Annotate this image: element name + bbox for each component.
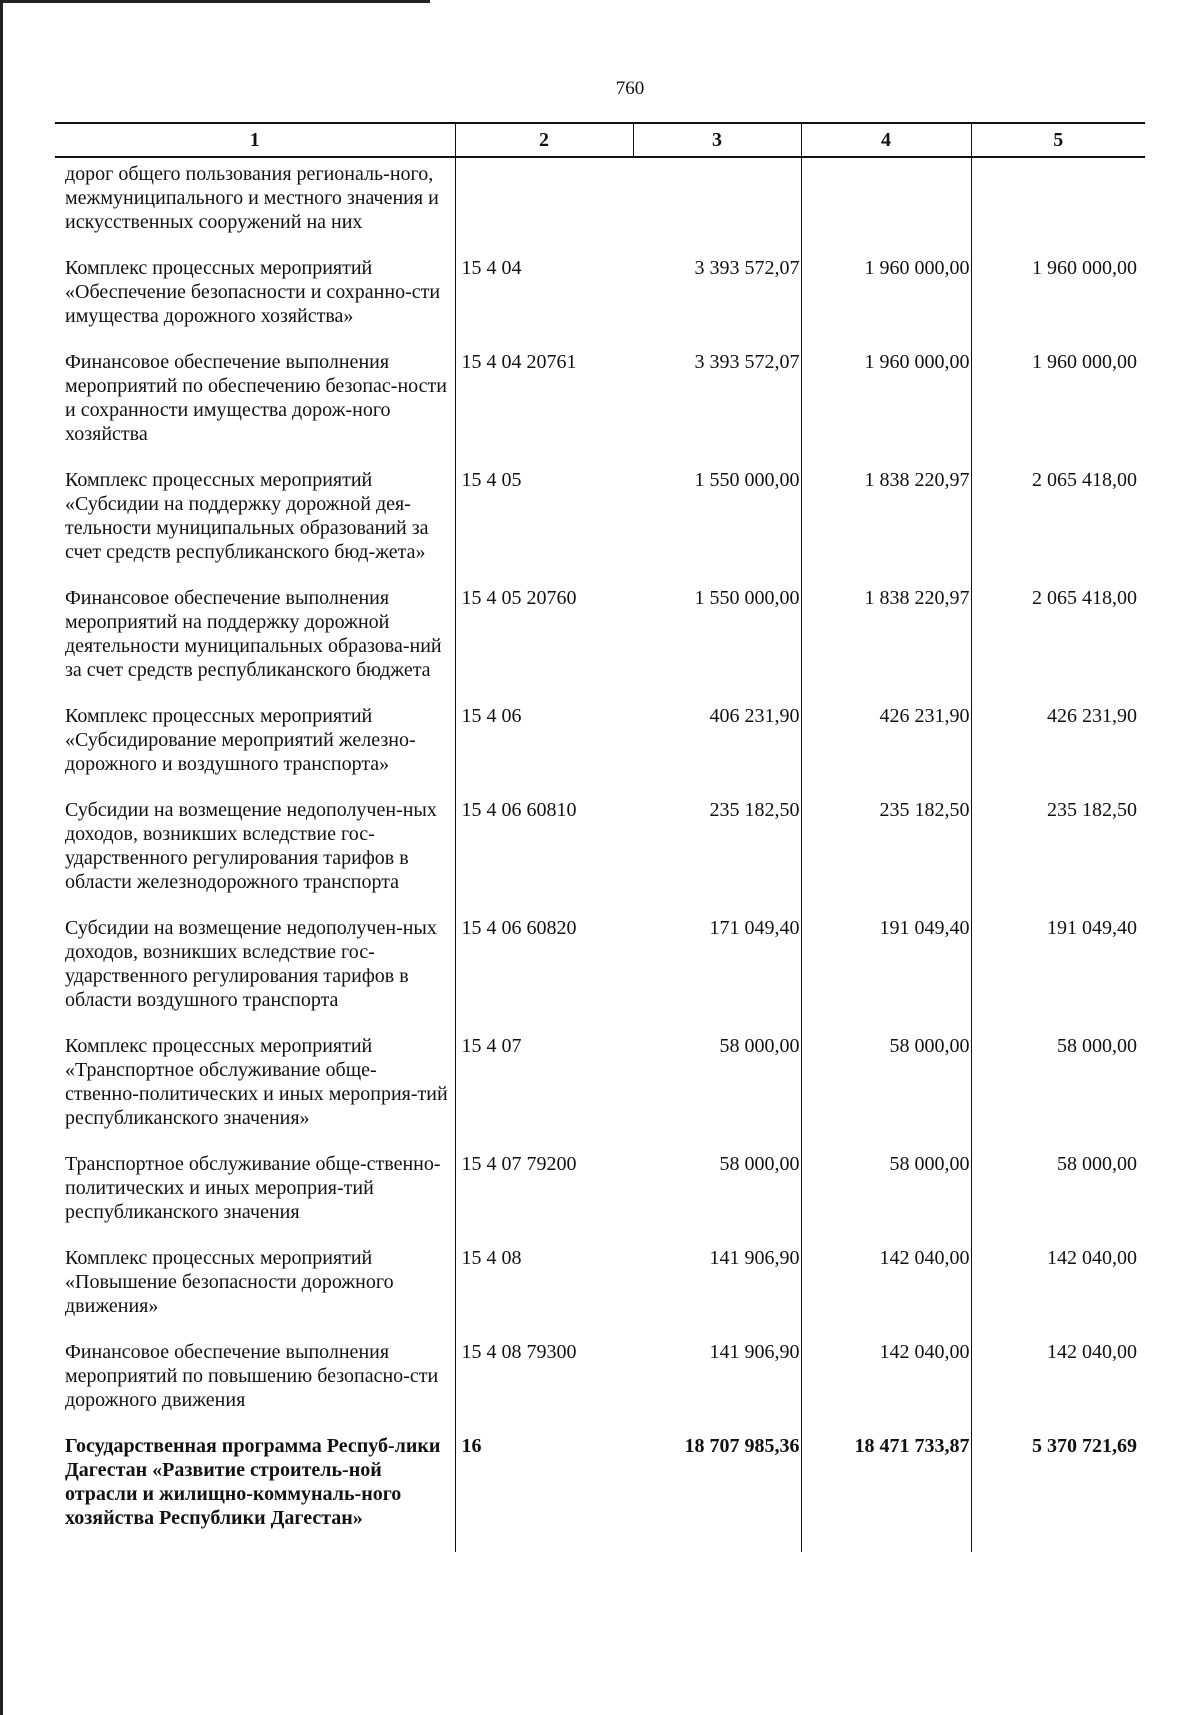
row-value-col4: 58 000,00 (801, 1034, 971, 1152)
row-value-col5: 142 040,00 (1047, 1247, 1137, 1269)
row-value-col5 (971, 157, 1145, 256)
header-col-5: 5 (971, 123, 1145, 157)
row-name: Комплекс процессных мероприятий «Обеспечение безопасности и сохранно-сти имущества дорожного хозяйства» (65, 257, 441, 327)
row-value-col4: 1 838 220,97 (801, 586, 971, 704)
row-value-col3: 141 906,90 (633, 1340, 801, 1434)
row-name: Комплекс процессных мероприятий «Повышение безопасности дорожного движения» (65, 1247, 394, 1317)
row-value-col5: 191 049,40 (1047, 917, 1137, 939)
row-code: 16 (455, 1434, 633, 1552)
table-row (55, 157, 1145, 256)
row-code: 15 4 05 (455, 468, 633, 586)
row-value-col3: 141 906,90 (633, 1246, 801, 1340)
row-code: 15 4 07 79200 (455, 1152, 633, 1246)
table-header (55, 123, 1145, 157)
table-row (55, 1340, 1145, 1434)
row-value-col3: 58 000,00 (633, 1152, 801, 1246)
header-col-4: 4 (801, 123, 971, 157)
row-name: Транспортное обслуживание обще-ственно-политических и иных мероприя-тий республиканского значения (65, 1153, 441, 1223)
row-value-col5: 1 960 000,00 (1032, 257, 1137, 279)
row-value-col3: 1 550 000,00 (633, 468, 801, 586)
row-name: Финансовое обеспечение выполнения мероприятий на поддержку дорожной деятельности муниципальных образова-ний за счет средств республиканского бюджета (65, 587, 442, 681)
header-row (55, 123, 1145, 157)
row-value-col4: 58 000,00 (801, 1152, 971, 1246)
table-row (55, 468, 1145, 586)
row-code: 15 4 06 60820 (455, 916, 633, 1034)
row-value-col4: 1 960 000,00 (801, 256, 971, 350)
row-value-col3: 3 393 572,07 (633, 256, 801, 350)
row-value-col3 (633, 157, 801, 256)
row-value-col5: 142 040,00 (1047, 1341, 1137, 1363)
table-row (55, 1246, 1145, 1340)
row-value-col5: 1 960 000,00 (1032, 351, 1137, 373)
row-value-col4: 142 040,00 (801, 1246, 971, 1340)
row-value-col4: 1 960 000,00 (801, 350, 971, 468)
row-name: дорог общего пользования региональ-ного, межмуниципального и местного значения и искусственных сооружений на них (65, 163, 439, 233)
row-code (455, 157, 633, 256)
row-value-col4: 235 182,50 (801, 798, 971, 916)
row-name: Субсидии на возмещение недополучен-ных доходов, возникших вследствие гос-ударственного регулирования тарифов в области воздушного транспорта (65, 917, 437, 1011)
row-value-col3: 58 000,00 (633, 1034, 801, 1152)
table-row (55, 798, 1145, 916)
row-code: 15 4 08 (455, 1246, 633, 1340)
budget-table (55, 122, 1145, 1552)
row-value-col5: 58 000,00 (1057, 1153, 1137, 1175)
row-value-col5: 5 370 721,69 (1032, 1435, 1137, 1457)
row-value-col5: 2 065 418,00 (1032, 587, 1137, 609)
row-code: 15 4 07 (455, 1034, 633, 1152)
table-row (55, 1152, 1145, 1246)
page-number: 760 (615, 78, 645, 99)
table-row (55, 586, 1145, 704)
row-code: 15 4 08 79300 (455, 1340, 633, 1434)
row-value-col4 (801, 157, 971, 256)
header-col-1: 1 (55, 123, 455, 157)
scan-edge-top (0, 0, 430, 3)
scan-edge-left (0, 0, 3, 1715)
row-value-col3: 1 550 000,00 (633, 586, 801, 704)
table-row (55, 704, 1145, 798)
row-value-col3: 235 182,50 (633, 798, 801, 916)
table-row (55, 350, 1145, 468)
row-code: 15 4 06 (455, 704, 633, 798)
table-row-total (55, 1434, 1145, 1552)
row-value-col4: 18 471 733,87 (801, 1434, 971, 1552)
row-name: Комплекс процессных мероприятий «Субсидии на поддержку дорожной дея-тельности муниципальных образований за счет средств республиканского бюд-жета» (65, 469, 429, 563)
row-value-col3: 171 049,40 (633, 916, 801, 1034)
row-code: 15 4 04 (455, 256, 633, 350)
row-value-col4: 191 049,40 (801, 916, 971, 1034)
row-value-col5: 2 065 418,00 (1032, 469, 1137, 491)
table-row (55, 256, 1145, 350)
row-name: Финансовое обеспечение выполнения мероприятий по повышению безопасно-сти дорожного движения (65, 1341, 439, 1411)
row-value-col5: 58 000,00 (1057, 1035, 1137, 1057)
row-value-col3: 406 231,90 (633, 704, 801, 798)
header-col-2: 2 (455, 123, 633, 157)
table-row (55, 1034, 1145, 1152)
row-value-col3: 3 393 572,07 (633, 350, 801, 468)
row-code: 15 4 06 60810 (455, 798, 633, 916)
table-body (55, 157, 1145, 1552)
row-name: Государственная программа Респуб-лики Дагестан «Развитие строитель-ной отрасли и жилищно-коммуналь-ного хозяйства Республики Дагестан» (65, 1435, 441, 1529)
row-name: Субсидии на возмещение недополучен-ных доходов, возникших вследствие гос-ударственного регулирования тарифов в области железнодорожного транспорта (65, 799, 437, 893)
header-col-3: 3 (633, 123, 801, 157)
row-code: 15 4 04 20761 (455, 350, 633, 468)
row-value-col5: 235 182,50 (1047, 799, 1137, 821)
row-name: Комплекс процессных мероприятий «Субсидирование мероприятий железно-дорожного и воздушного транспорта» (65, 705, 416, 775)
table-row (55, 916, 1145, 1034)
row-value-col5: 426 231,90 (1047, 705, 1137, 727)
row-value-col3: 18 707 985,36 (633, 1434, 801, 1552)
row-value-col4: 426 231,90 (801, 704, 971, 798)
row-code: 15 4 05 20760 (455, 586, 633, 704)
row-name: Комплекс процессных мероприятий «Транспортное обслуживание обще-ственно-политических и иных мероприя-тий республиканского значения» (65, 1035, 448, 1129)
row-value-col4: 142 040,00 (801, 1340, 971, 1434)
row-name: Финансовое обеспечение выполнения мероприятий по обеспечению безопас-ности и сохранности имущества дорож-ного хозяйства (65, 351, 447, 445)
row-value-col4: 1 838 220,97 (801, 468, 971, 586)
